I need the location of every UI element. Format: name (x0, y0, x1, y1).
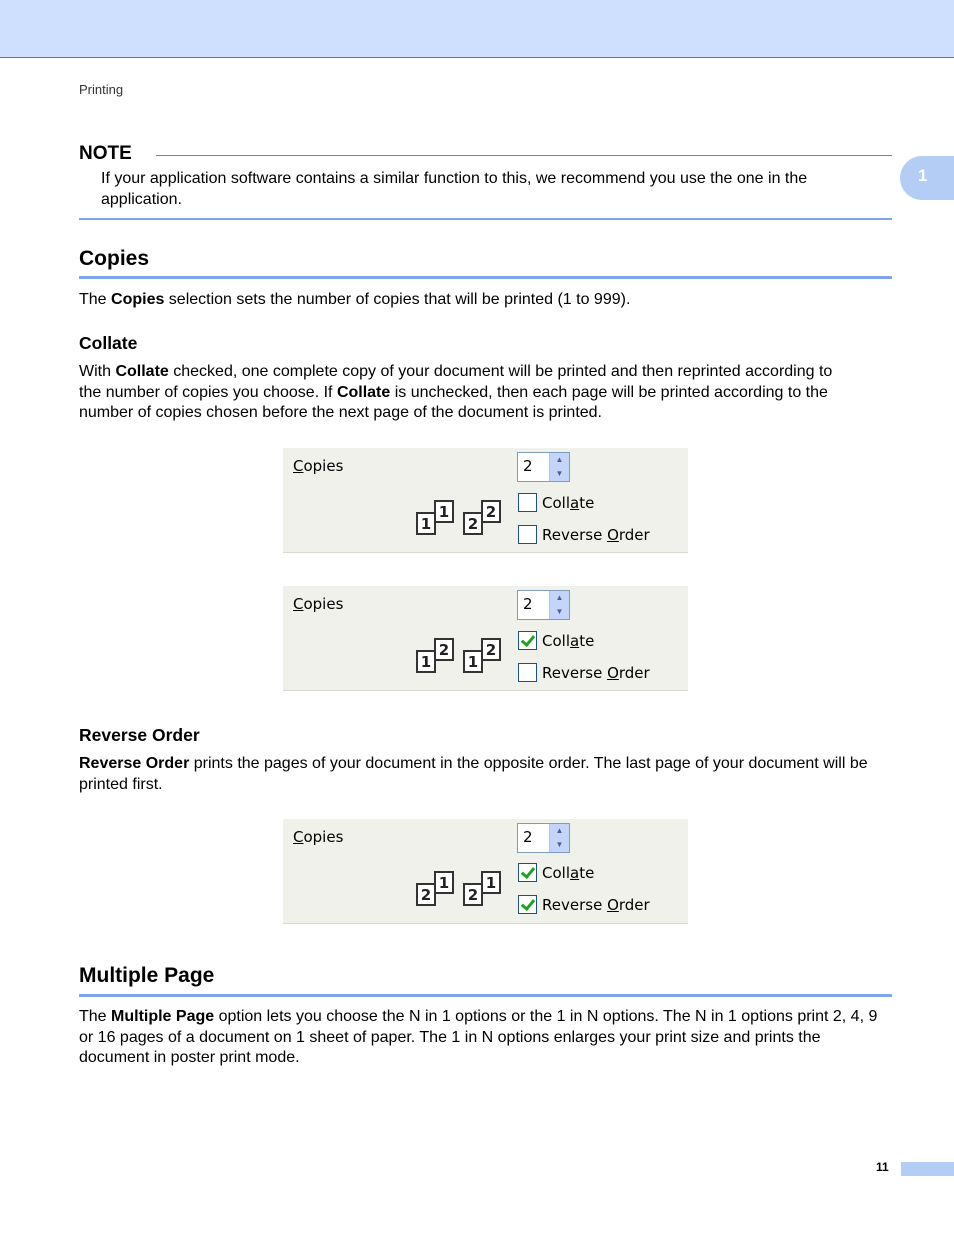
mnemonic: C (293, 457, 304, 475)
text: rder (618, 526, 650, 544)
copies-spinbox[interactable] (517, 452, 570, 482)
text: option lets you choose the N in 1 options or the 1 in N options. The N in 1 options print 2, 4, 9 or 16 pages of a document on 1 sheet of paper. The 1 in N options enlarges your print size and prints the document in poster print mode. (79, 1008, 878, 1066)
spin-down-icon[interactable]: ▼ (555, 607, 564, 616)
text: te (579, 632, 595, 650)
bold-text: Collate (115, 363, 169, 380)
note-title: NOTE (79, 143, 132, 164)
page-icon: 1 (416, 512, 436, 535)
reverse-order-label[interactable] (542, 896, 650, 914)
collate-checkbox[interactable] (518, 493, 537, 512)
line: number of copies chosen before the next page of the document is printed. (79, 404, 602, 421)
note-bottom-rule (79, 218, 892, 220)
text: Reverse (542, 526, 608, 544)
collate-paragraph (79, 362, 892, 424)
reverse-paragraph (79, 754, 892, 795)
note-rule (156, 155, 892, 156)
line (79, 362, 892, 383)
mnemonic: a (570, 632, 580, 650)
heading-reverse-order: Reverse Order (79, 725, 200, 745)
text: Reverse (542, 664, 608, 682)
spin-up-icon[interactable]: ▲ (555, 826, 564, 835)
collate-label[interactable] (542, 632, 594, 650)
copies-value: 2 (523, 828, 533, 846)
bold-text: Multiple Page (111, 1008, 215, 1025)
copies-label (293, 828, 343, 846)
page-icon: 1 (416, 650, 436, 673)
collate-checkbox[interactable] (518, 863, 537, 882)
text: opies (303, 828, 344, 846)
spin-down-icon[interactable]: ▼ (555, 840, 564, 849)
text: rder (618, 664, 650, 682)
heading-collate: Collate (79, 333, 138, 353)
text: rder (618, 896, 650, 914)
mnemonic: a (570, 494, 580, 512)
page-icon: 2 (434, 638, 454, 661)
text: Coll (542, 494, 570, 512)
spin-up-icon[interactable]: ▲ (555, 455, 564, 464)
text: is unchecked, then each page will be printed according to the (390, 383, 828, 401)
page-icon: 2 (481, 638, 501, 661)
mnemonic: O (607, 664, 619, 682)
spin-buttons[interactable] (549, 824, 569, 852)
page-icon: 2 (463, 512, 483, 535)
bold-text: Copies (111, 291, 165, 308)
heading-multiple-page-rule (79, 994, 892, 997)
page-icon: 1 (434, 871, 454, 894)
text: te (579, 864, 595, 882)
page-stack-icon (463, 871, 503, 909)
running-header: Printing (79, 82, 124, 97)
copies-dialog-uncollated (283, 448, 688, 553)
copies-spinbox[interactable] (517, 590, 570, 620)
page-stack-icon (416, 638, 456, 676)
heading-copies-rule (79, 276, 892, 279)
text: With (79, 363, 116, 380)
collate-label[interactable] (542, 494, 594, 512)
text: selection sets the number of copies that will be printed (1 to 999). (164, 291, 631, 308)
text: The (79, 1008, 112, 1025)
collate-checkbox[interactable] (518, 631, 537, 650)
page-stack-icon (463, 500, 503, 538)
reverse-order-checkbox[interactable] (518, 525, 537, 544)
mnemonic: O (607, 526, 619, 544)
heading-copies: Copies (79, 247, 150, 270)
mnemonic: a (570, 864, 580, 882)
page-number-bar (901, 1162, 954, 1176)
reverse-order-label[interactable] (542, 526, 650, 544)
text: checked, one complete copy of your document will be printed and then reprinted according to (168, 363, 833, 380)
page-icon: 1 (463, 650, 483, 673)
copies-value: 2 (523, 457, 533, 475)
page-icon: 1 (434, 500, 454, 523)
text: opies (303, 595, 344, 613)
page-icon: 2 (416, 883, 436, 906)
spin-up-icon[interactable]: ▲ (555, 593, 564, 602)
text: Reverse (542, 896, 608, 914)
text: The (79, 291, 112, 308)
reverse-order-checkbox[interactable] (518, 663, 537, 682)
text: prints the pages of your document in the opposite order. The last page of your document will be printed first. (79, 755, 868, 793)
spin-buttons[interactable] (549, 591, 569, 619)
text: Coll (542, 864, 570, 882)
text: Coll (542, 632, 570, 650)
mnemonic: O (607, 896, 619, 914)
page-stack-icon (416, 500, 456, 538)
header-band (0, 0, 954, 58)
copies-dialog-reverse (283, 819, 688, 924)
bold-text: Reverse Order (79, 755, 190, 772)
copies-dialog-collated (283, 586, 688, 691)
spin-buttons[interactable] (549, 453, 569, 481)
collate-label[interactable] (542, 864, 594, 882)
line (79, 383, 892, 404)
reverse-order-checkbox[interactable] (518, 895, 537, 914)
reverse-order-label[interactable] (542, 664, 650, 682)
page-number: 11 (876, 1160, 889, 1174)
copies-paragraph (79, 290, 892, 311)
page-stack-icon (463, 638, 503, 676)
heading-multiple-page: Multiple Page (79, 964, 215, 987)
mnemonic: C (293, 828, 304, 846)
page-icon: 2 (481, 500, 501, 523)
page-stack-icon (416, 871, 456, 909)
chapter-tab: 1 (900, 156, 954, 200)
copies-label (293, 457, 343, 475)
copies-value: 2 (523, 595, 533, 613)
multiple-page-paragraph (79, 1007, 892, 1069)
copies-spinbox[interactable] (517, 823, 570, 853)
text: te (579, 494, 595, 512)
page-icon: 2 (463, 883, 483, 906)
text: the number of copies you choose. If (79, 383, 337, 401)
spin-down-icon[interactable]: ▼ (555, 469, 564, 478)
page-icon: 1 (481, 871, 501, 894)
mnemonic: C (293, 595, 304, 613)
text: opies (303, 457, 344, 475)
bold-text: Collate (336, 383, 391, 401)
copies-label (293, 595, 343, 613)
note-text: If your application software contains a similar function to this, we recommend you use the one in the application. (101, 170, 808, 208)
